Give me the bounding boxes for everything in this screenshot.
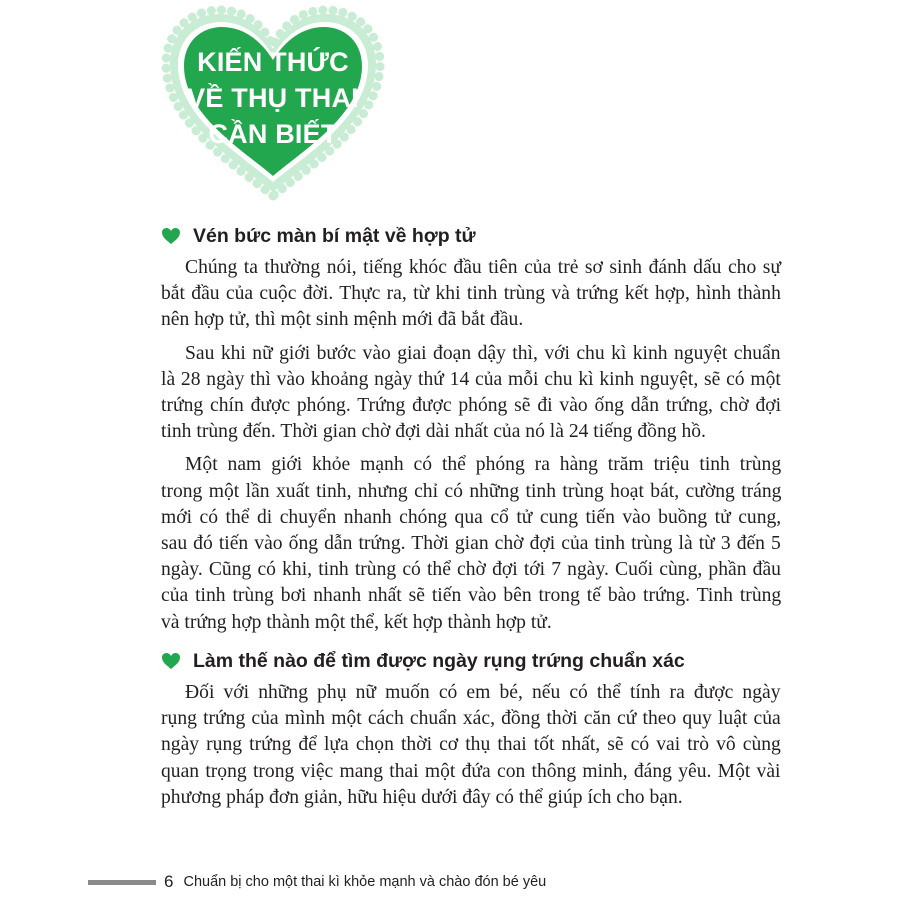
section-body — [161, 255, 781, 636]
text-line: ngày rụng trứng để lựa chọn thời cơ thụ thai tốt nhất, sẽ có vai trò vô cùng — [161, 734, 781, 756]
page-number: 6 — [164, 872, 174, 891]
section-ovulation — [161, 646, 781, 811]
text-line: trứng chín được phóng. Trứng được phóng sẽ đi vào ống dẫn trứng, chờ đợi — [161, 395, 782, 417]
heart-icon — [161, 227, 181, 245]
text-line: tinh trùng đến. Thời gian chờ đợi dài nhất của nó là 24 tiếng đồng hồ. — [161, 421, 706, 443]
text-line: quan trọng trong việc mang thai một đứa con thông minh, đáng yêu. Một vài — [161, 760, 781, 782]
section-heading: Làm thế nào để tìm được ngày rụng trứng chuẩn xác — [193, 649, 685, 672]
text-line: Sau khi nữ giới bước vào giai đoạn dậy thì, với chu kì kinh nguyệt chuẩn — [185, 342, 781, 364]
section-zygote — [161, 221, 781, 636]
text-line: phương pháp đơn giản, hữu hiệu dưới đây có thể giúp ích cho bạn. — [161, 786, 683, 808]
text-line: là 28 ngày thì vào khoảng ngày thứ 14 của mỗi chu kì kinh nguyệt, sẽ có một — [161, 368, 781, 390]
section-body — [161, 680, 781, 811]
paragraph — [161, 680, 781, 811]
heart-badge — [160, 2, 386, 202]
badge-title-line-1: KIẾN THỨC — [197, 47, 349, 77]
text-line: trong một lần xuất tinh, nhưng chỉ có những tinh trùng hoạt bát, cường tráng — [161, 480, 782, 502]
text-line: nên hợp tử, thì một sinh mệnh mới đã bắt đầu. — [161, 309, 524, 331]
footer-bar — [88, 880, 156, 885]
paragraph — [161, 255, 781, 334]
text-line: và trứng hợp thành một thể, kết hợp thành hợp tử. — [161, 611, 552, 633]
badge-title-line-3: CẦN BIẾT — [208, 119, 338, 149]
page-footer — [88, 872, 546, 892]
text-line: sau đó tiến vào ống dẫn trứng. Thời gian chờ đợi của tinh trùng là từ 3 đến 5 — [161, 533, 781, 555]
badge-title — [160, 44, 386, 152]
text-line: Một nam giới khỏe mạnh có thể phóng ra hàng trăm triệu tinh trùng — [185, 454, 782, 476]
paragraph — [161, 341, 781, 446]
section-heading-row — [161, 646, 781, 676]
heart-icon — [161, 652, 181, 670]
text-line: bắt đầu của cuộc đời. Thực ra, từ khi tinh trùng và trứng kết hợp, hình thành — [161, 283, 781, 305]
section-heading: Vén bức màn bí mật về hợp tử — [193, 224, 476, 247]
text-line: rụng trứng của mình một cách chuẩn xác, đồng thời căn cứ theo quy luật của — [161, 708, 781, 730]
text-line: Chúng ta thường nói, tiếng khóc đầu tiên của trẻ sơ sinh đánh dấu cho sự — [185, 257, 781, 278]
section-heading-row — [161, 221, 781, 251]
text-line: Đối với những phụ nữ muốn có em bé, nếu có thể tính ra được ngày — [185, 682, 781, 703]
badge-title-line-2: VỀ THỤ THAI — [187, 83, 359, 113]
text-line: của tinh trùng bơi nhanh nhất sẽ tiến vào bên trong tế bào trứng. Tinh trùng — [161, 585, 782, 607]
paragraph — [161, 452, 781, 635]
book-title: Chuẩn bị cho một thai kì khỏe mạnh và chào đón bé yêu — [183, 874, 547, 890]
text-line: ngày. Cũng có khi, tinh trùng có thể chờ đợi tới 7 ngày. Cuối cùng, phần đầu — [161, 559, 781, 581]
text-line: mới có thể di chuyển nhanh chóng qua cổ tử cung tiến vào buồng tử cung, — [161, 506, 782, 528]
